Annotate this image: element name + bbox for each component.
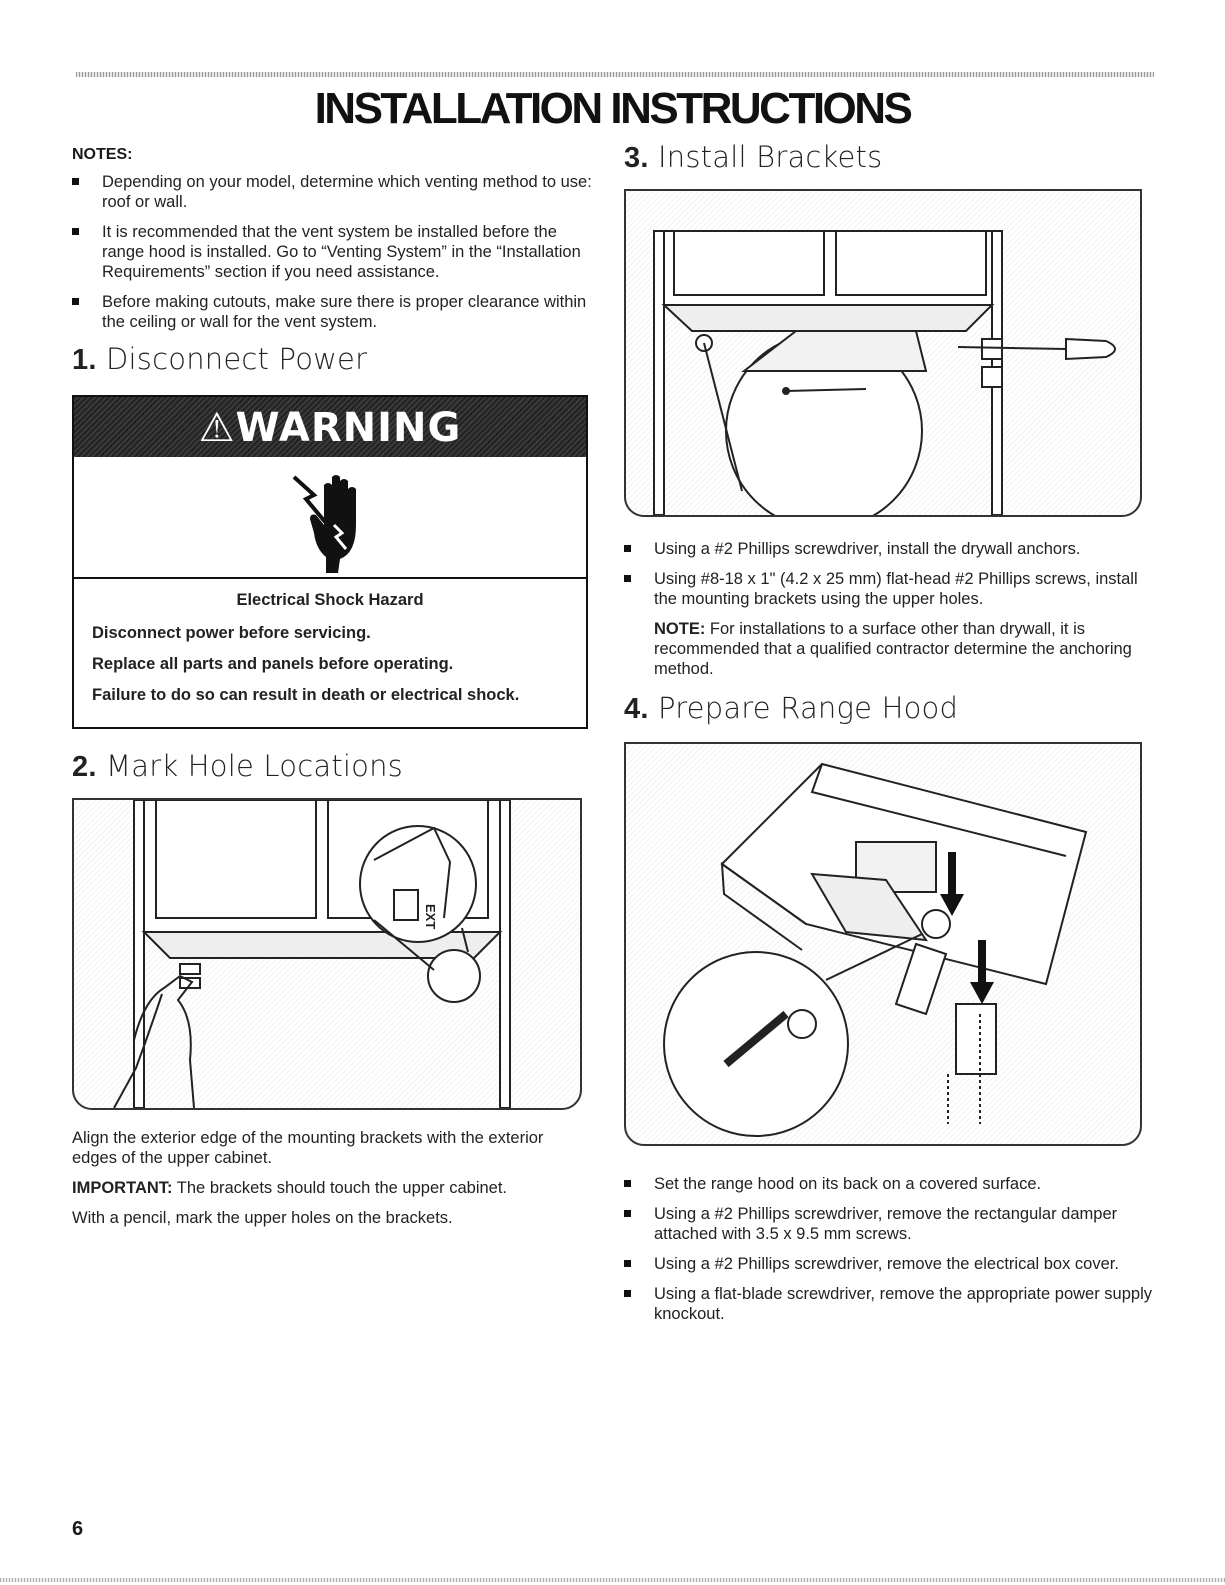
step2-important: IMPORTANT: The brackets should touch the upper cabinet. [72,1179,508,1197]
warning-banner: ⚠WARNING [74,397,586,457]
bullet-icon [624,1180,631,1187]
left-column [72,140,592,1238]
bullet-icon [624,1260,631,1267]
bullet-icon [624,575,631,582]
bullet-icon [72,298,79,305]
install-brackets-illustration [624,189,1142,517]
list-item: Using a #2 Phillips screwdriver, install the drywall anchors. [624,539,1154,559]
step3-list [624,539,1154,609]
page-title: INSTALLATION INSTRUCTIONS [314,84,911,133]
prepare-hood-illustration [624,742,1142,1146]
list-item: It is recommended that the vent system be installed before the range hood is installed. Go to “Venting System” in the “Installation Requirements” section if you need assistance. [72,222,592,282]
warning-line: Disconnect power before servicing. [92,624,371,642]
step1-title: 1. Disconnect Power [72,342,368,376]
shock-hazard-area [74,457,586,579]
list-item: Using #8-18 x 1" (4.2 x 25 mm) flat-head #2 Phillips screws, install the mounting brackets using the upper holes. [624,569,1154,609]
step3-title: 3. Install Brackets [624,140,883,174]
right-column [624,140,1154,1334]
step4-list [624,1174,1154,1324]
warning-line: Failure to do so can result in death or electrical shock. [92,686,520,704]
step2-text: Align the exterior edge of the mounting brackets with the exterior edges of the upper cabinet. [72,1129,544,1167]
mark-holes-illustration [72,798,582,1110]
list-item: Depending on your model, determine which venting method to use: roof or wall. [72,172,592,212]
list-item: Before making cutouts, make sure there is proper clearance within the ceiling or wall for the vent system. [72,292,592,332]
list-item: Using a #2 Phillips screwdriver, remove the rectangular damper attached with 3.5 x 9.5 mm screws. [624,1204,1154,1244]
page-number: 6 [72,1518,84,1540]
top-rule [76,72,1154,77]
bullet-icon [72,228,79,235]
list-item: Using a #2 Phillips screwdriver, remove the electrical box cover. [624,1254,1154,1274]
step2-text-2: With a pencil, mark the upper holes on the brackets. [72,1209,453,1227]
bullet-icon [624,545,631,552]
step2-title: 2. Mark Hole Locations [72,749,403,783]
warning-text [74,579,586,727]
step4-title: 4. Prepare Range Hood [624,691,959,725]
bracket-label: EXT [423,904,438,930]
bottom-rule [0,1578,1225,1582]
bullet-icon [624,1210,631,1217]
warning-triangle-icon: ⚠ [198,405,236,451]
cabinet-bracket-drawing [74,800,580,1108]
hazard-title: Electrical Shock Hazard [236,591,424,609]
bullet-icon [624,1290,631,1297]
step3-note: NOTE: For installations to a surface other than drywall, it is recommended that a qualified contractor determine the anchoring method. [654,620,1132,678]
electric-shock-hand-icon [280,463,380,573]
bullet-icon [72,178,79,185]
list-item: Using a flat-blade screwdriver, remove the appropriate power supply knockout. [624,1284,1154,1324]
warning-box [72,395,588,729]
range-hood-drawing [626,744,1140,1144]
warning-line: Replace all parts and panels before operating. [92,655,454,673]
bracket-install-drawing [626,191,1140,515]
notes-list [72,172,592,332]
list-item: Set the range hood on its back on a covered surface. [624,1174,1154,1194]
notes-heading: NOTES: [72,146,133,163]
